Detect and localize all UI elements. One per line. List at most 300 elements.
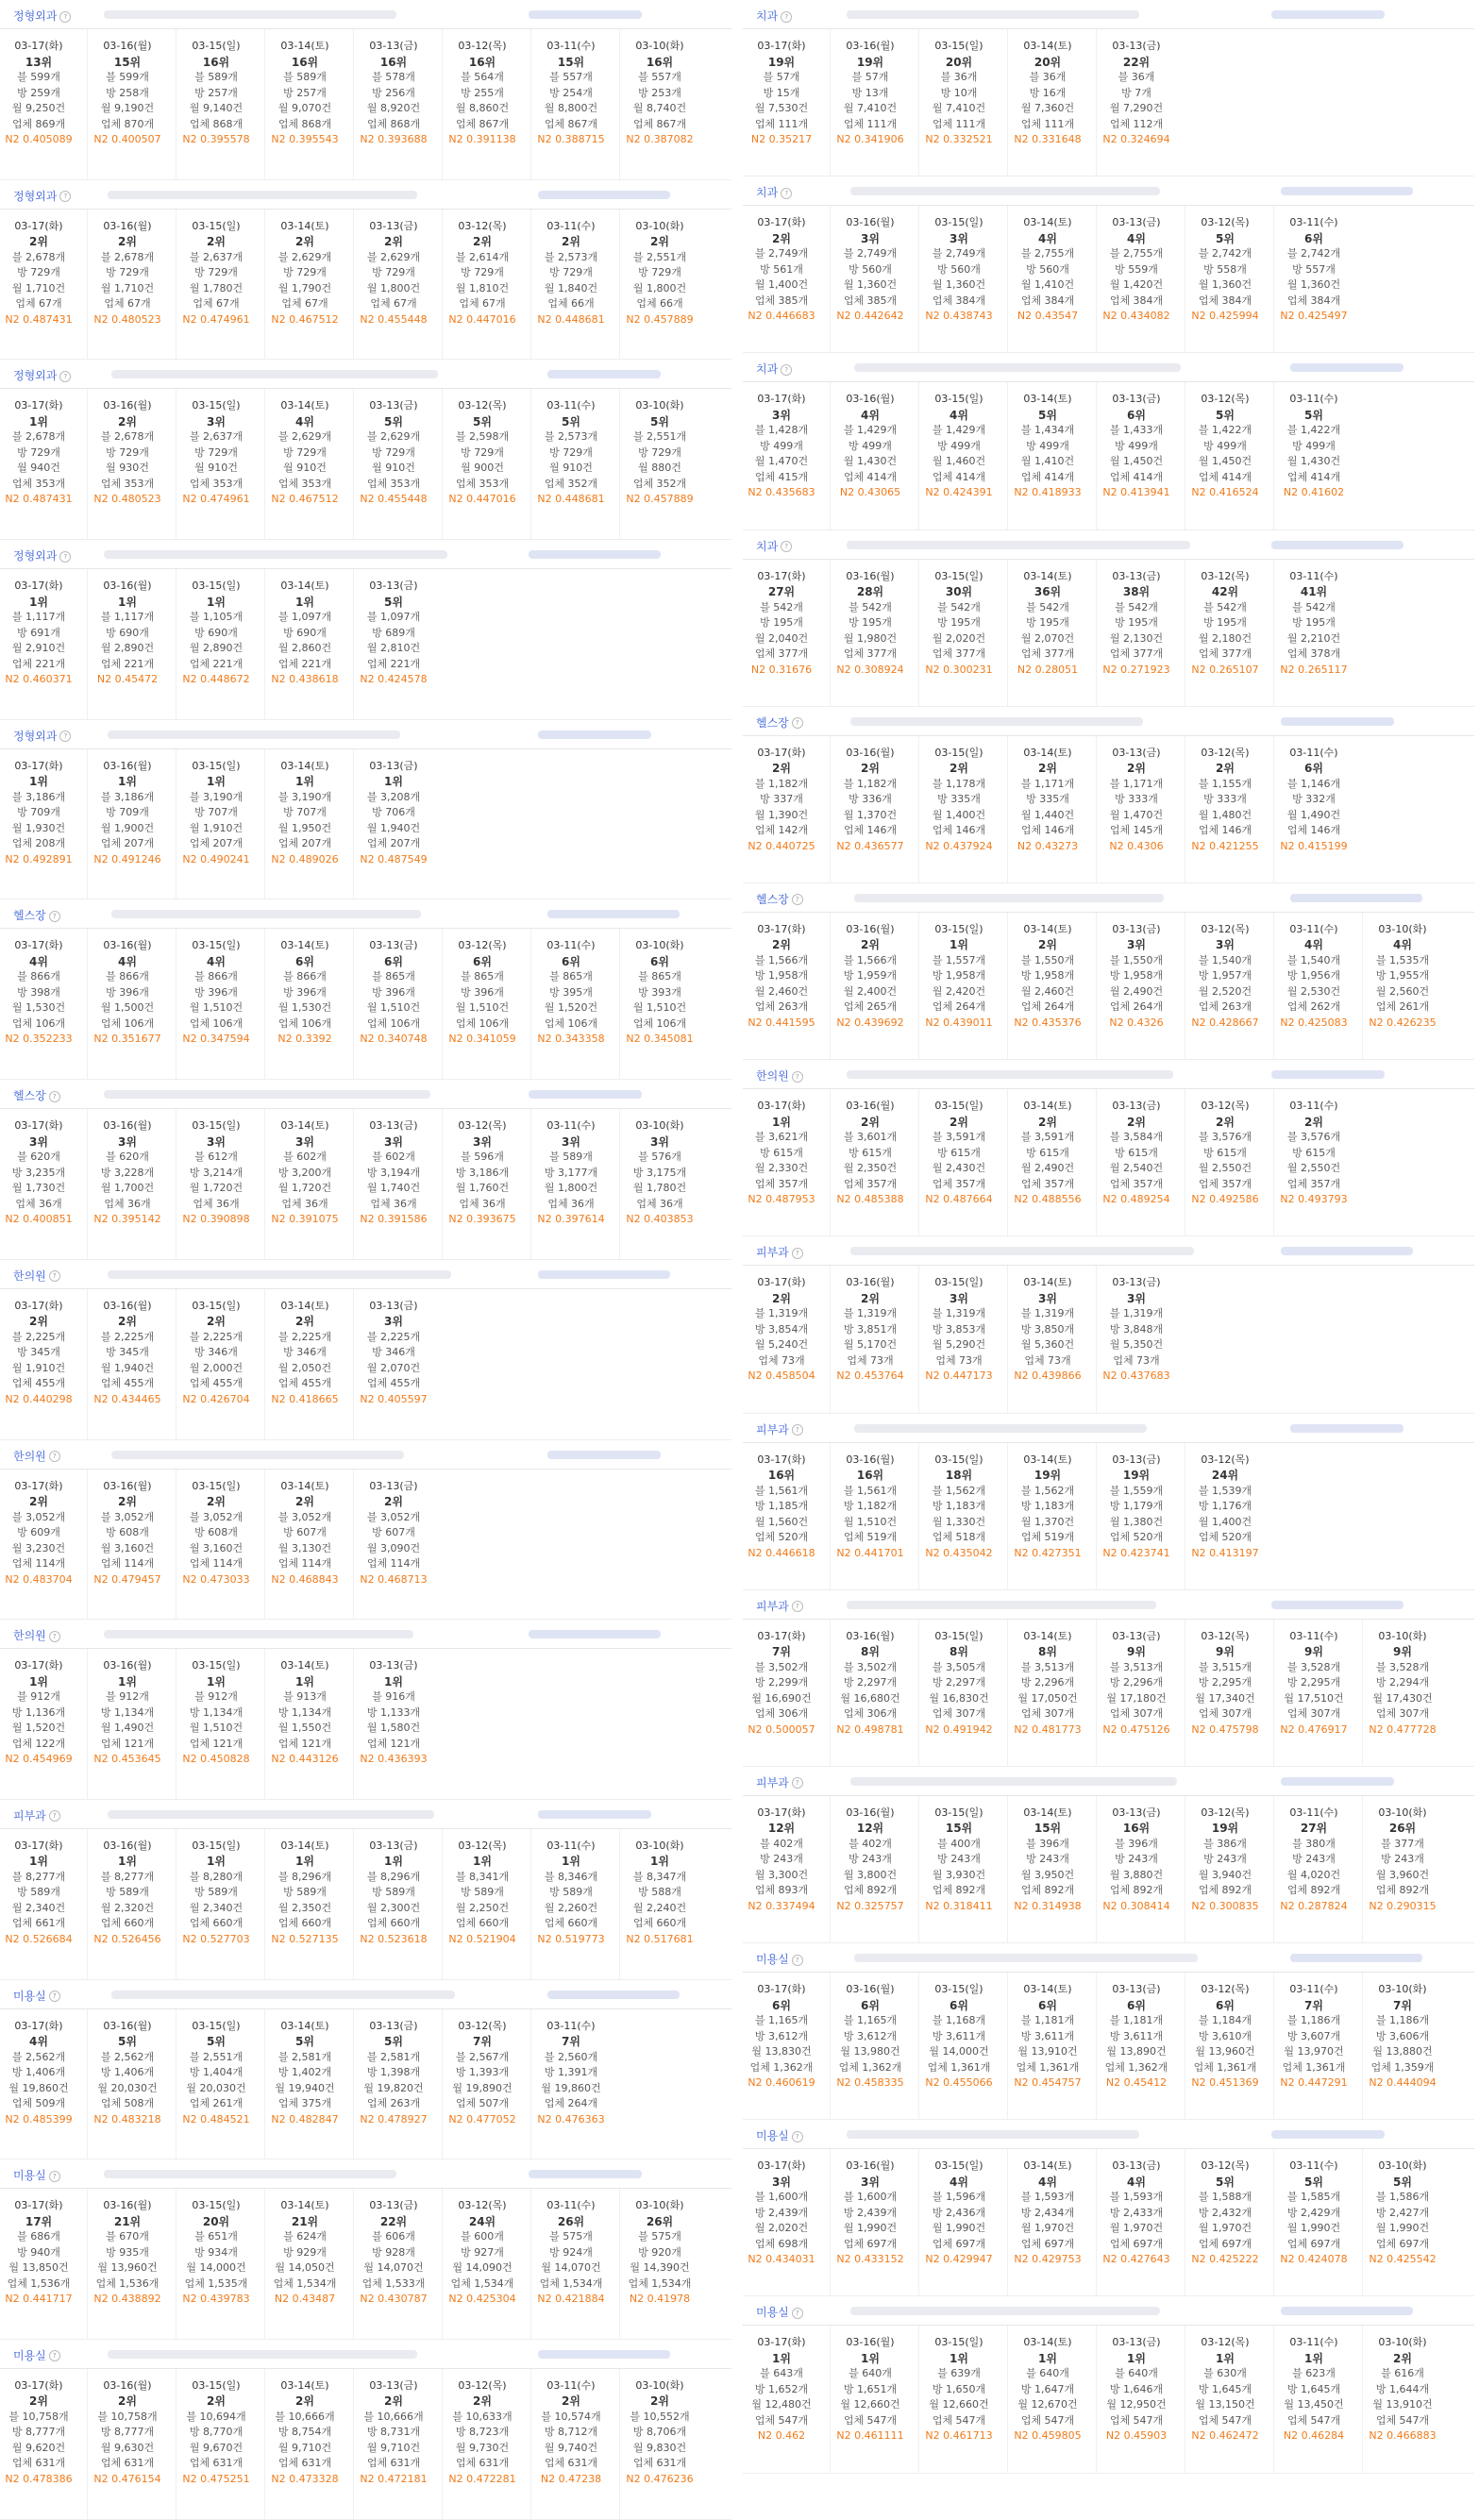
stat-n2-score: N2 0.300835	[1191, 1899, 1259, 1912]
stat-n2-score: N2 0.472281	[448, 2472, 516, 2485]
blurred-link[interactable]	[1290, 1424, 1403, 1433]
daily-stats-row	[0, 2189, 731, 2339]
category-label: 치과	[756, 362, 779, 377]
stat-room-count: 방 689개	[372, 626, 415, 639]
stat-card	[1005, 2335, 1090, 2444]
info-icon[interactable]: ?	[59, 731, 71, 742]
stat-monthly-search: 월 20,030건	[97, 2081, 158, 2094]
stat-room-count: 방 243개	[937, 1853, 981, 1866]
info-icon[interactable]: ?	[792, 1424, 803, 1436]
blurred-link[interactable]	[1281, 1247, 1413, 1255]
stat-monthly-search: 월 2,400건	[843, 984, 898, 998]
stat-card	[1094, 1099, 1179, 1208]
blurred-link[interactable]	[1271, 1601, 1403, 1609]
stat-business-count: 업체 519개	[843, 1531, 898, 1543]
stat-business-count: 업체 377개	[1020, 647, 1075, 661]
stat-date: 03-16(월)	[103, 40, 152, 52]
stat-business-count: 업체 307개	[1198, 1707, 1252, 1721]
category-tag[interactable]	[13, 188, 71, 204]
column-divider	[1362, 1620, 1363, 1766]
stat-date: 03-12(목)	[458, 939, 507, 952]
stat-card	[916, 569, 1001, 679]
blurred-link[interactable]	[529, 1090, 642, 1099]
stat-blog-count: 블 2,637개	[189, 430, 244, 444]
stat-n2-score: N2 0.265107	[1191, 663, 1259, 676]
stat-card	[1005, 1982, 1090, 2092]
stat-monthly-search: 월 7,410건	[843, 102, 898, 114]
stat-rank: 16위	[202, 55, 230, 69]
info-icon[interactable]: ?	[792, 894, 803, 905]
stat-n2-score: N2 0.475798	[1191, 1722, 1259, 1736]
info-icon[interactable]: ?	[49, 1631, 60, 1642]
stat-blog-count: 블 3,591개	[932, 1131, 986, 1144]
stat-date: 03-16(월)	[846, 393, 895, 406]
stat-card	[617, 1118, 702, 1228]
daily-stats-row	[743, 1796, 1474, 1942]
category-tag[interactable]	[756, 361, 792, 377]
stat-date: 03-14(토)	[280, 2199, 329, 2212]
stat-room-count: 방 337개	[760, 793, 803, 806]
stat-rank: 8위	[1038, 1645, 1057, 1659]
stat-n2-score: N2 0.447291	[1280, 2076, 1348, 2090]
stat-blog-count: 블 3,502개	[754, 1660, 809, 1673]
info-icon[interactable]: ?	[59, 371, 71, 382]
info-icon[interactable]: ?	[792, 1071, 803, 1083]
column-divider	[619, 1829, 620, 1979]
stat-rank: 1위	[861, 2351, 880, 2365]
stat-date: 03-15(일)	[192, 219, 241, 232]
info-icon[interactable]: ?	[49, 911, 60, 922]
stat-blog-count: 블 2,742개	[1198, 247, 1252, 260]
stat-n2-score: N2 0.345081	[626, 1033, 694, 1046]
category-tag[interactable]	[13, 547, 71, 563]
stat-blog-count: 블 912개	[106, 1690, 149, 1704]
stat-rank: 20위	[1034, 55, 1062, 69]
info-icon[interactable]: ?	[781, 11, 792, 23]
stat-blog-count: 블 2,637개	[189, 250, 244, 263]
stat-date: 03-14(토)	[1023, 569, 1072, 582]
stat-date: 03-11(수)	[1289, 746, 1338, 759]
stat-room-count: 방 1,959개	[843, 969, 898, 983]
stat-blog-count: 블 2,678개	[100, 250, 155, 263]
stat-n2-score: N2 0.332521	[925, 133, 993, 145]
stat-blog-count: 블 599개	[106, 71, 149, 83]
category-tag[interactable]	[13, 1268, 60, 1284]
stat-card	[1271, 922, 1356, 1032]
stat-rank: 15위	[1034, 1822, 1062, 1836]
stat-monthly-search: 월 2,070건	[1020, 631, 1075, 645]
stat-date: 03-14(토)	[280, 1839, 329, 1852]
stat-monthly-search: 월 1,530건	[277, 1001, 332, 1015]
column-divider	[530, 389, 531, 539]
blurred-link[interactable]	[1271, 10, 1385, 19]
blurred-link[interactable]	[529, 2170, 642, 2178]
column-divider	[1007, 1089, 1008, 1235]
stat-business-count: 업체 377개	[754, 647, 809, 661]
stat-rank: 5위	[295, 2035, 314, 2049]
stat-card	[1183, 1629, 1268, 1739]
category-tag[interactable]	[756, 2127, 803, 2143]
stat-room-count: 방 1,183개	[932, 1500, 986, 1512]
stat-business-count: 업체 631개	[632, 2457, 687, 2470]
stat-n2-score: N2 0.491942	[925, 1722, 993, 1736]
stat-rank: 1위	[29, 775, 48, 789]
blurred-link[interactable]	[538, 2350, 670, 2359]
stat-room-count: 방 2,295개	[1286, 1676, 1341, 1689]
info-icon[interactable]: ?	[49, 1091, 60, 1102]
category-tag[interactable]	[13, 1448, 60, 1464]
stat-card	[739, 1982, 824, 2092]
category-tag[interactable]	[756, 184, 792, 200]
stat-blog-count: 블 3,591개	[1020, 1131, 1075, 1144]
blurred-link[interactable]	[538, 1810, 651, 1819]
stat-date: 03-16(월)	[103, 2019, 152, 2032]
category-tag[interactable]	[13, 8, 71, 24]
blurred-link[interactable]	[1271, 1070, 1385, 1079]
stat-n2-score: N2 0.451369	[1191, 2076, 1259, 2090]
blurred-link[interactable]	[547, 1991, 680, 1999]
stat-room-count: 방 561개	[760, 262, 803, 276]
blurred-link[interactable]	[1290, 894, 1422, 902]
stat-rank: 1위	[118, 595, 137, 609]
info-icon[interactable]: ?	[49, 1270, 60, 1282]
stat-business-count: 업체 357개	[1198, 1177, 1252, 1190]
stat-monthly-search: 월 1,480건	[1198, 808, 1252, 821]
stat-business-count: 업체 353개	[100, 477, 155, 490]
stat-card	[351, 1839, 436, 1948]
stat-rank: 1위	[29, 1855, 48, 1869]
stat-n2-score: N2 0.460619	[748, 2076, 815, 2090]
category-tag[interactable]	[13, 367, 71, 383]
info-icon[interactable]: ?	[792, 1777, 803, 1789]
stat-room-count: 방 2,429개	[1286, 2206, 1341, 2219]
stat-blog-count: 블 2,573개	[544, 430, 598, 444]
blurred-link[interactable]	[1281, 717, 1394, 726]
stat-business-count: 업체 697개	[843, 2237, 898, 2250]
stat-rank: 28위	[856, 585, 884, 599]
blurred-link[interactable]	[538, 1270, 670, 1279]
stat-monthly-search: 월 2,210건	[1286, 631, 1341, 645]
info-icon[interactable]: ?	[49, 1810, 60, 1822]
category-tag[interactable]	[13, 2347, 60, 2363]
stat-date: 03-13(금)	[369, 40, 418, 52]
stat-blog-count: 블 1,550개	[1020, 953, 1075, 966]
stat-n2-score: N2 0.441717	[5, 2293, 73, 2306]
keyword-panel	[0, 1080, 731, 1260]
stat-monthly-search: 월 1,440건	[1020, 808, 1075, 821]
blurred-link[interactable]	[529, 10, 642, 19]
stat-business-count: 업체 146개	[843, 824, 898, 837]
stat-business-count: 업체 207개	[277, 837, 332, 850]
stat-card	[262, 1118, 347, 1228]
stat-rank: 2위	[118, 414, 137, 428]
blurred-link[interactable]	[547, 1451, 661, 1459]
column-divider	[264, 1289, 265, 1439]
stat-monthly-search: 월 2,550건	[1286, 1162, 1341, 1175]
stat-rank: 15위	[557, 55, 585, 69]
stat-rank: 4위	[1038, 2175, 1057, 2189]
stat-rank: 6위	[1216, 1998, 1235, 2012]
stat-business-count: 업체 697개	[932, 2237, 986, 2250]
stat-date: 03-15(일)	[192, 1839, 241, 1852]
blurred-link[interactable]	[1271, 541, 1403, 549]
stat-rank: 9위	[1216, 1645, 1235, 1659]
stat-rank: 1위	[384, 775, 403, 789]
info-icon[interactable]: ?	[781, 188, 792, 199]
column-divider	[1007, 29, 1008, 176]
category-tag[interactable]	[756, 1244, 803, 1260]
column-divider	[1273, 2326, 1274, 2472]
stat-rank: 4위	[950, 2175, 968, 2189]
category-tag[interactable]	[13, 1807, 60, 1823]
stat-rank: 26위	[1388, 1822, 1417, 1836]
category-tag[interactable]	[13, 2167, 60, 2183]
stat-date: 03-17(화)	[14, 759, 63, 772]
column-divider	[918, 382, 919, 529]
stat-room-count: 방 1,958개	[754, 969, 809, 983]
category-tag[interactable]	[756, 1598, 803, 1614]
stat-date: 03-16(월)	[103, 1119, 152, 1133]
stat-card	[739, 392, 824, 501]
stat-monthly-search: 월 2,430건	[932, 1162, 986, 1175]
stat-card	[1094, 1629, 1179, 1739]
stat-business-count: 업체 631개	[277, 2457, 332, 2470]
category-tag[interactable]	[756, 1421, 803, 1437]
blurred-link[interactable]	[529, 1630, 661, 1638]
stat-card	[828, 1453, 913, 1562]
stat-blog-count: 블 8,347개	[632, 1870, 687, 1883]
info-icon[interactable]: ?	[792, 2308, 803, 2319]
info-icon[interactable]: ?	[49, 2350, 60, 2361]
stat-monthly-search: 월 1,510건	[189, 1001, 244, 1015]
stat-room-count: 방 1,650개	[932, 2382, 986, 2395]
stat-rank: 1위	[950, 2351, 968, 2365]
blurred-url	[850, 1777, 1177, 1786]
category-tag[interactable]	[13, 907, 60, 923]
panel-header	[743, 1060, 1474, 1089]
stat-business-count: 업체 375개	[277, 2097, 332, 2110]
stat-rank: 6위	[1127, 408, 1146, 422]
stat-blog-count: 블 1,319개	[843, 1307, 898, 1320]
stat-business-count: 업체 660개	[189, 1917, 244, 1930]
stat-monthly-search: 월 13,850건	[8, 2261, 69, 2275]
stat-blog-count: 블 2,629개	[366, 250, 421, 263]
column-divider	[1007, 1796, 1008, 1942]
stat-blog-count: 블 2,225개	[277, 1330, 332, 1343]
blurred-link[interactable]	[547, 910, 680, 918]
info-icon[interactable]: ?	[792, 1248, 803, 1259]
stat-room-count: 방 1,646개	[1109, 2382, 1164, 2395]
category-label: 피부과	[756, 1599, 789, 1613]
blurred-link[interactable]	[1281, 1777, 1394, 1786]
column-divider	[918, 1443, 919, 1589]
info-icon[interactable]: ?	[59, 551, 71, 563]
stat-room-count: 방 499개	[1203, 439, 1247, 452]
stat-room-count: 방 8,777개	[11, 2426, 66, 2439]
category-tag[interactable]	[13, 728, 71, 744]
stat-rank: 19위	[856, 55, 884, 69]
stat-blog-count: 블 3,584개	[1109, 1131, 1164, 1144]
stat-n2-score: N2 0.491246	[93, 852, 161, 865]
stat-card	[529, 1839, 613, 1948]
stat-blog-count: 블 1,182개	[843, 777, 898, 790]
stat-card	[85, 2198, 170, 2308]
stat-business-count: 업체 697개	[1375, 2237, 1430, 2250]
stat-rank: 4위	[1304, 938, 1323, 952]
stat-rank: 4위	[861, 408, 880, 422]
stat-business-count: 업체 631개	[544, 2457, 598, 2470]
stat-n2-score: N2 0.440298	[5, 1392, 73, 1405]
blurred-link[interactable]	[538, 731, 651, 739]
stat-n2-score: N2 0.485388	[836, 1193, 904, 1206]
stat-date: 03-16(월)	[103, 939, 152, 952]
info-icon[interactable]: ?	[49, 1451, 60, 1462]
stat-date: 03-13(금)	[1112, 569, 1161, 582]
stat-card	[351, 2378, 436, 2488]
blurred-link[interactable]	[1281, 2307, 1413, 2315]
category-tag[interactable]	[13, 1627, 60, 1643]
category-tag[interactable]	[756, 1774, 803, 1790]
category-tag[interactable]	[756, 1067, 803, 1084]
blurred-url	[104, 2170, 396, 2178]
stat-date: 03-12(목)	[458, 1119, 507, 1133]
stat-blog-count: 블 3,576개	[1198, 1131, 1252, 1144]
stat-monthly-search: 월 1,720건	[189, 1182, 244, 1195]
blurred-link[interactable]	[1290, 1954, 1422, 1962]
stat-business-count: 업체 263개	[754, 1000, 809, 1014]
stat-card	[1005, 2159, 1090, 2268]
info-icon[interactable]: ?	[49, 1991, 60, 2002]
column-divider	[830, 382, 831, 529]
stat-business-count: 업체 263개	[1198, 1000, 1252, 1014]
stat-monthly-search: 월 4,020건	[1286, 1868, 1341, 1881]
stat-rank: 4위	[1127, 231, 1146, 245]
panel-header	[0, 720, 731, 749]
stat-monthly-search: 월 2,460건	[1020, 984, 1075, 998]
stat-date: 03-17(화)	[14, 1659, 63, 1672]
stat-rank: 22위	[1122, 55, 1151, 69]
category-tag[interactable]	[756, 538, 792, 554]
stat-card	[0, 1299, 81, 1408]
stat-monthly-search: 월 2,550건	[1198, 1162, 1252, 1175]
stat-rank: 6위	[1304, 231, 1323, 245]
stat-room-count: 방 729개	[283, 445, 327, 459]
stat-n2-score: N2 0.453645	[93, 1753, 161, 1766]
stat-card	[351, 759, 436, 868]
stat-monthly-search: 월 16,690건	[751, 1691, 812, 1705]
info-icon[interactable]: ?	[781, 364, 792, 376]
stat-room-count: 방 607개	[283, 1526, 327, 1538]
stat-n2-score: N2 0.425994	[1191, 310, 1259, 323]
category-tag[interactable]	[756, 1951, 803, 1967]
blurred-url	[850, 2307, 1160, 2315]
stat-blog-count: 블 3,052개	[366, 1510, 421, 1523]
stat-room-count: 방 615개	[1026, 1146, 1069, 1159]
stat-monthly-search: 월 1,390건	[754, 808, 809, 821]
stat-business-count: 업체 122개	[11, 1737, 66, 1750]
info-icon[interactable]: ?	[792, 2131, 803, 2142]
stat-monthly-search: 월 5,350건	[1109, 1338, 1164, 1352]
daily-stats-row	[743, 1089, 1474, 1235]
stat-blog-count: 블 2,749개	[843, 247, 898, 260]
blurred-link[interactable]	[538, 191, 670, 199]
info-icon[interactable]: ?	[59, 11, 71, 23]
category-tag[interactable]	[756, 891, 803, 907]
stat-blog-count: 블 1,539개	[1198, 1484, 1252, 1497]
stat-blog-count: 블 1,540개	[1198, 953, 1252, 966]
stat-monthly-search: 월 1,810건	[455, 281, 510, 294]
blurred-link[interactable]	[1281, 187, 1413, 195]
category-tag[interactable]	[13, 1087, 60, 1103]
category-tag[interactable]	[756, 2304, 803, 2320]
info-icon[interactable]: ?	[792, 1955, 803, 1966]
stat-date: 03-11(수)	[1289, 216, 1338, 229]
stat-blog-count: 블 2,629개	[366, 430, 421, 444]
info-icon[interactable]: ?	[781, 541, 792, 552]
stat-date: 03-14(토)	[280, 1119, 329, 1133]
stat-monthly-search: 월 12,950건	[1106, 2398, 1167, 2411]
stat-rank: 4위	[207, 954, 226, 968]
stat-business-count: 업체 507개	[455, 2097, 510, 2110]
stat-monthly-search: 월 1,710건	[100, 281, 155, 294]
info-icon[interactable]: ?	[792, 717, 803, 729]
stat-rank: 1위	[562, 1855, 580, 1869]
stat-n2-score: N2 0.440725	[748, 839, 815, 852]
column-divider	[918, 206, 919, 352]
stat-n2-score: N2 0.436393	[360, 1753, 428, 1766]
blurred-link[interactable]	[547, 370, 661, 378]
column-divider	[830, 206, 831, 352]
stat-business-count: 업체 519개	[1020, 1531, 1075, 1543]
stat-rank: 13위	[25, 55, 53, 69]
info-icon[interactable]: ?	[792, 1601, 803, 1612]
stat-business-count: 업체 36개	[281, 1197, 328, 1210]
stat-card	[828, 922, 913, 1032]
stat-rank: 2위	[207, 2394, 226, 2409]
stat-business-count: 업체 145개	[1109, 824, 1164, 837]
stat-blog-count: 블 1,562개	[1020, 1484, 1075, 1497]
stat-blog-count: 블 396개	[1115, 1837, 1158, 1850]
stat-date: 03-15(일)	[934, 2159, 983, 2173]
blurred-link[interactable]	[1271, 2130, 1385, 2139]
info-icon[interactable]: ?	[59, 191, 71, 202]
stat-date: 03-11(수)	[1289, 2159, 1338, 2173]
stat-card	[174, 2198, 259, 2308]
stat-card	[1183, 2335, 1268, 2444]
stat-date: 03-12(목)	[1201, 569, 1250, 582]
category-tag[interactable]	[13, 1988, 60, 2004]
info-icon[interactable]: ?	[49, 2171, 60, 2182]
stat-business-count: 업체 66개	[547, 297, 595, 311]
blurred-link[interactable]	[529, 550, 661, 559]
stat-room-count: 방 499개	[760, 439, 803, 452]
column-divider	[264, 2369, 265, 2519]
stat-rank: 19위	[1211, 1822, 1239, 1836]
stat-blog-count: 블 1,165개	[843, 2014, 898, 2027]
stat-n2-score: N2 0.341059	[448, 1033, 516, 1046]
stat-card	[351, 1299, 436, 1408]
stat-monthly-search: 월 3,930건	[932, 1868, 986, 1881]
category-tag[interactable]	[756, 8, 792, 24]
stat-room-count: 방 8,777개	[100, 2426, 155, 2439]
stat-blog-count: 블 542개	[849, 600, 892, 613]
blurred-link[interactable]	[1290, 363, 1403, 372]
category-tag[interactable]	[756, 714, 803, 731]
stat-business-count: 업체 106개	[366, 1016, 421, 1030]
stat-card	[828, 1099, 913, 1208]
stat-rank: 22위	[379, 2214, 408, 2228]
stat-monthly-search: 월 2,910건	[11, 642, 66, 655]
